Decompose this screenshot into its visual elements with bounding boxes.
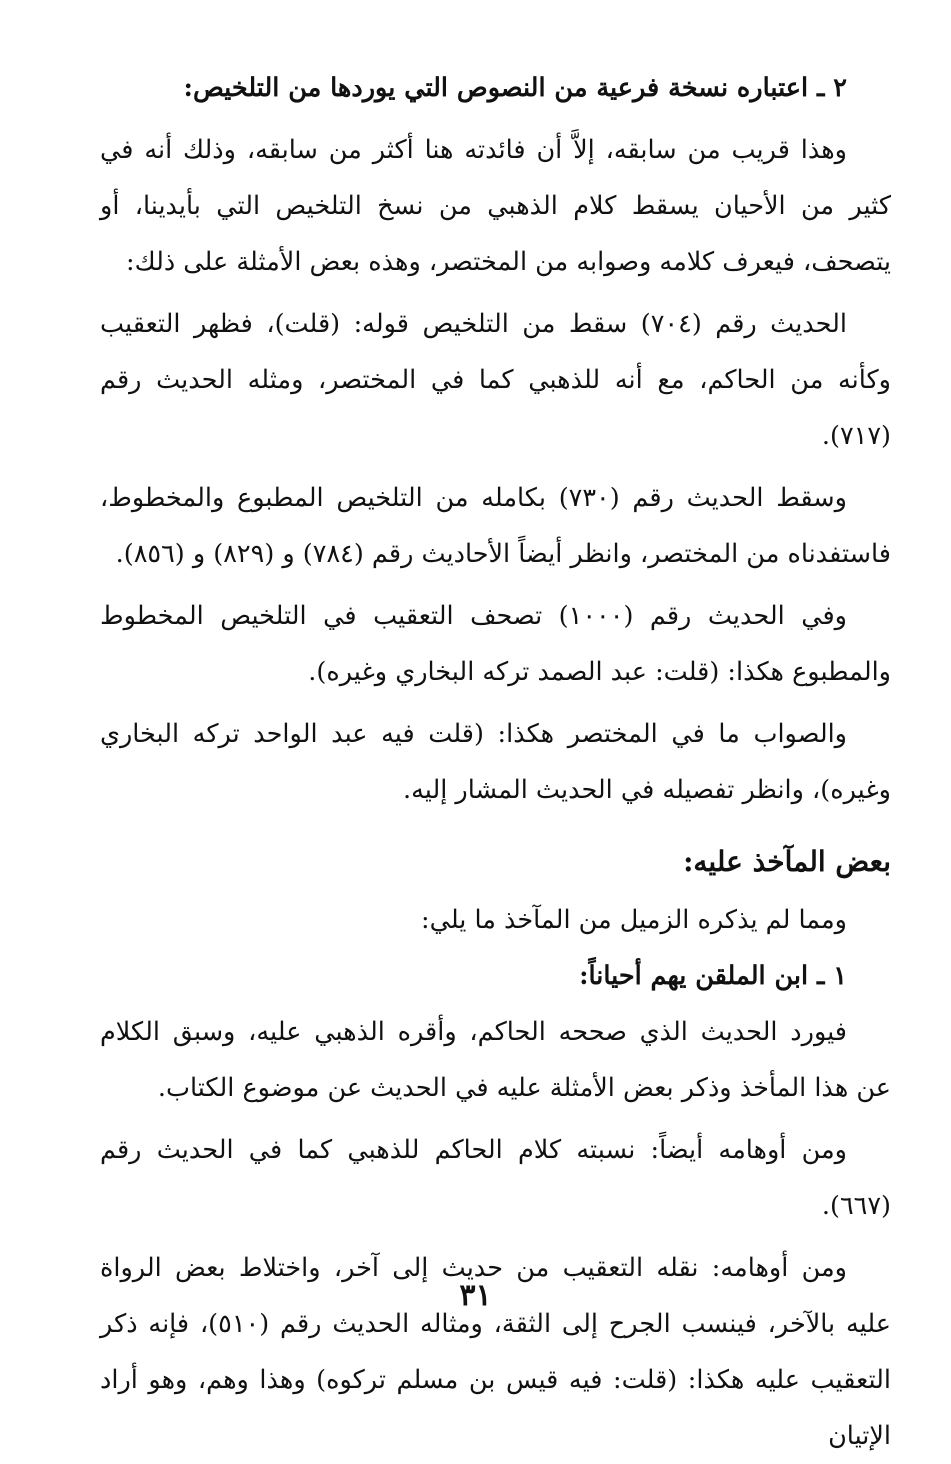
paragraph-1: وهذا قريب من سابقه، إلاَّ أن فائدته هنا أكثر من سابقه، وذلك أنه في كثير من الأحيان يسقط كلام الذهبي من نسخ التلخيص التي بأيدينا، أو يتصحف، فيعرف كلامه وصوابه من المختصر، وهذه بعض الأمثلة على ذلك: xyxy=(100,135,891,277)
paragraph-9: ومن أوهامه: نقله التعقيب من حديث إلى آخر، واختلاط بعض الرواة عليه بالآخر، فينسب الجرح إلى الثقة، ومثاله الحديث رقم (٥١٠)، فإنه ذكر التعقيب عليه هكذا: (قلت: فيه قيس بن مسلم تركوه) وهذا وهم، وهو أراد الإتيان xyxy=(100,1253,891,1451)
paragraph-6: ومما لم يذكره الزميل من المآخذ ما يلي: xyxy=(420,905,847,935)
page-number: ٣١ xyxy=(459,1278,492,1313)
paragraph-7: فيورد الحديث الذي صححه الحاكم، وأقره الذهبي عليه، وسبق الكلام عن هذا المأخذ وذكر بعض الأمثلة عليه في الحديث عن موضوع الكتاب. xyxy=(100,1017,891,1103)
paragraph-2: الحديث رقم (٧٠٤) سقط من التلخيص قوله: (قلت)، فظهر التعقيب وكأنه من الحاكم، مع أنه للذهبي كما في المختصر، ومثله الحديث رقم (٧١٧). xyxy=(100,309,891,451)
numbered-point-1: ١ ـ ابن الملقن يهم أحياناً: xyxy=(579,961,847,991)
paragraph-3: وسقط الحديث رقم (٧٣٠) بكامله من التلخيص المطبوع والمخطوط، فاستفدناه من المختصر، وانظر أيضاً الأحاديث رقم (٧٨٤) و (٨٢٩) و (٨٥٦). xyxy=(100,483,891,569)
paragraph-8: ومن أوهامه أيضاً: نسبته كلام الحاكم للذهبي كما في الحديث رقم (٦٦٧). xyxy=(100,1135,891,1221)
section-heading: بعض المآخذ عليه: xyxy=(683,845,891,878)
paragraph-4: وفي الحديث رقم (١٠٠٠) تصحف التعقيب في التلخيص المخطوط والمطبوع هكذا: (قلت: عبد الصمد تركه البخاري وغيره). xyxy=(100,601,891,687)
paragraph-5: والصواب ما في المختصر هكذا: (قلت فيه عبد الواحد تركه البخاري وغيره)، وانظر تفصيله في الحديث المشار إليه. xyxy=(100,719,891,805)
numbered-point-2: ٢ ـ اعتباره نسخة فرعية من النصوص التي يوردها من التلخيص: xyxy=(183,73,847,103)
